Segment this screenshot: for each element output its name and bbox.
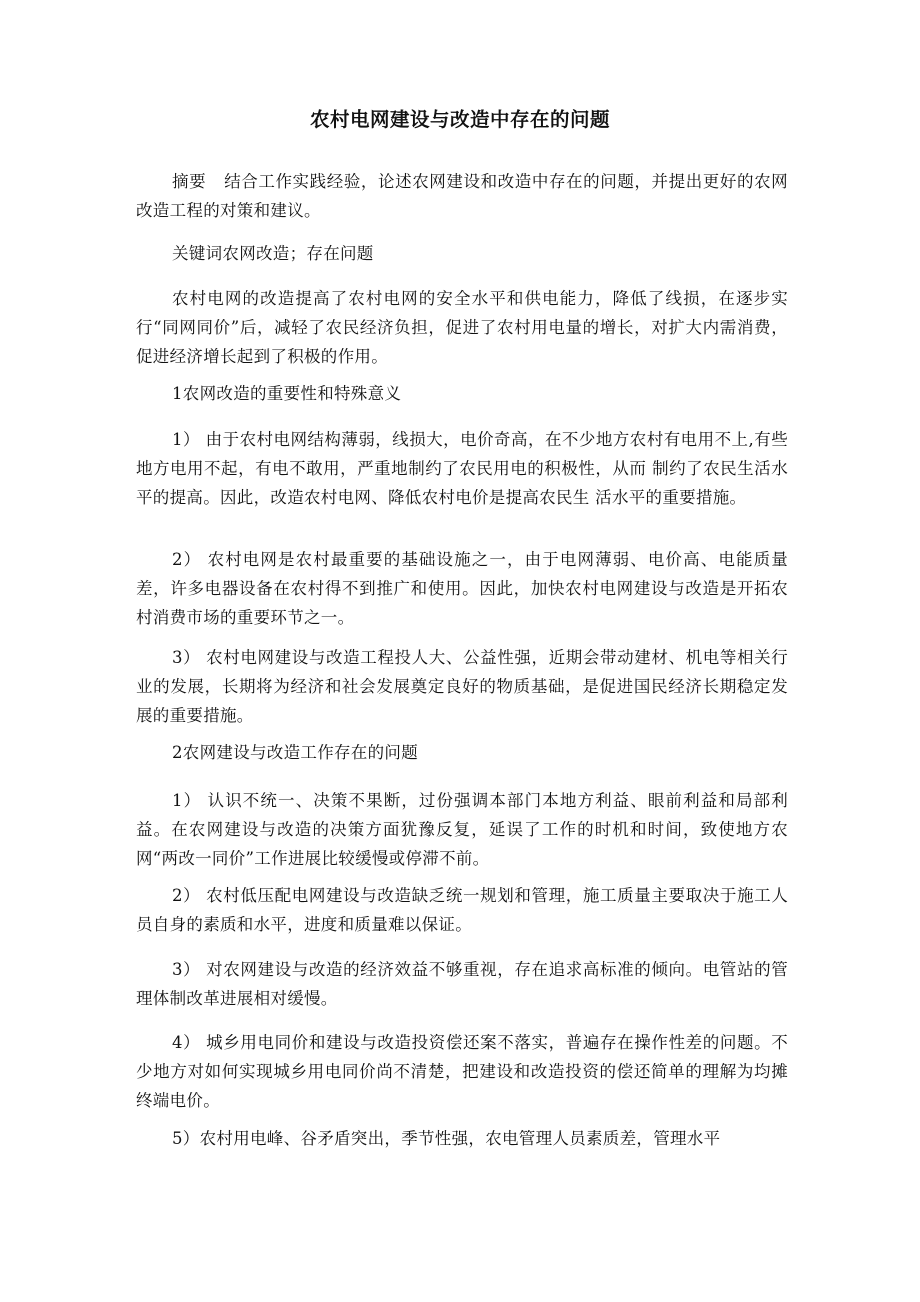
section1-item: 1） 由于农村电网结构薄弱，线损大，电价奇高，在不少地方农村有电用不上,有些地方电用不起，有电不敢用，严重地制约了农民用电的积极性，从而 制约了农民生活水平的提高。因此，改造农村电网、降低农村电价是提高农民生 活水平的重要措施。 xyxy=(136,430,788,507)
keywords-paragraph: 关键词农网改造；存在问题 xyxy=(172,244,374,263)
section2-item: 3） 对农网建设与改造的经济效益不够重视，存在追求高标准的倾向。电管站的管理体制改革进展相对缓慢。 xyxy=(136,960,788,1008)
section1-heading: 1农网改造的重要性和特殊意义 xyxy=(172,384,402,403)
section2-item: 4） 城乡用电同价和建设与改造投资偿还案不落实，普遍存在操作性差的问题。不少地方对如何实现城乡用电同价尚不清楚，把建设和改造投资的偿还简单的理解为均摊终端电价。 xyxy=(136,1033,788,1110)
section2-item: 5）农村用电峰、谷矛盾突出，季节性强，农电管理人员素质差，管理水平 xyxy=(172,1129,721,1148)
section2-heading: 2农网建设与改造工作存在的问题 xyxy=(172,743,418,762)
intro-paragraph: 农村电网的改造提高了农村电网的安全水平和供电能力，降低了线损，在逐步实行“同网同价”后，减轻了农民经济负担，促进了农村用电量的增长，对扩大内需消费，促进经济增长起到了积极的作用。 xyxy=(136,289,788,366)
abstract-paragraph xyxy=(136,167,788,225)
document-title: 农村电网建设与改造中存在的问题 xyxy=(309,108,610,131)
section2-item: 1） 认识不统一、决策不果断，过份强调本部门本地方利益、眼前利益和局部利益。在农网建设与改造的决策方面犹豫反复，延误了工作的时机和时间，致使地方农网“两改一同价”工作进展比较缓慢或停滞不前。 xyxy=(136,791,788,868)
section1-item: 3） 农村电网建设与改造工程投人大、公益性强，近期会带动建材、机电等相关行业的发展，长期将为经济和社会发展奠定良好的物质基础，是促进国民经济长期稳定发展的重要措施。 xyxy=(136,648,788,725)
abstract-text: 结合工作实践经验，论述农网建设和改造中存在的问题，并提出更好的农网改造工程的对策和建议。 xyxy=(136,172,788,220)
section2-item: 2） 农村低压配电网建设与改造缺乏统一规划和管理，施工质量主要取决于施工人员自身的素质和水平，进度和质量难以保证。 xyxy=(136,886,788,934)
abstract-label: 摘要 xyxy=(172,172,207,191)
section1-item: 2） 农村电网是农村最重要的基础设施之一，由于电网薄弱、电价高、电能质量差，许多电器设备在农村得不到推广和使用。因此，加快农村电网建设与改造是开拓农村消费市场的重要环节之一。 xyxy=(136,550,788,627)
